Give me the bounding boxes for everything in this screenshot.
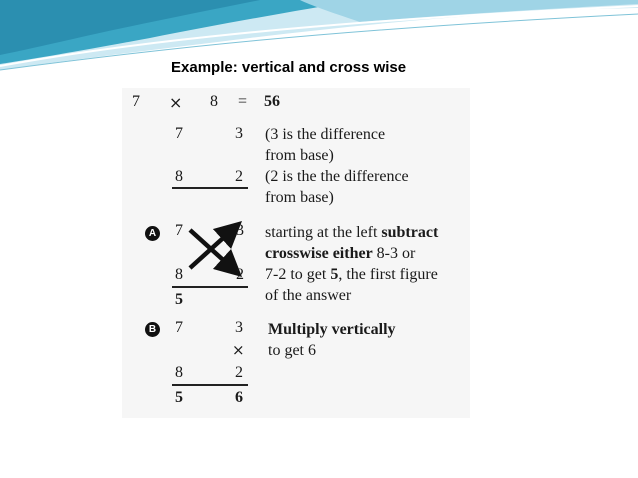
step-a-text-line-3: 7-2 to get 5, the first figure — [265, 266, 438, 283]
step-b-badge: B — [145, 322, 160, 337]
step-a-text-line-2: crosswise either 8-3 or — [265, 245, 416, 262]
step-a-text-line-4: of the answer — [265, 287, 352, 304]
step-b-bottom-left: 8 — [175, 364, 183, 381]
step-b-bottom-right: 2 — [235, 364, 243, 381]
slide-title: Example: vertical and cross wise — [171, 59, 407, 76]
step-b-underline — [172, 384, 248, 386]
step-a-text-line-1: starting at the left subtract — [265, 224, 439, 241]
setup-note-2-line-1: (2 is the the difference — [265, 168, 409, 185]
step-b-answer-left: 5 — [175, 389, 183, 406]
step-a-top-right: 3 — [236, 222, 244, 239]
step-a-badge: A — [145, 226, 160, 241]
step-a-bottom-left: 8 — [175, 266, 183, 283]
step-b-times-sign: × — [232, 341, 245, 359]
step-a-underline — [172, 286, 248, 288]
equation-result: 56 — [264, 93, 280, 110]
step-b-top-left: 7 — [175, 319, 183, 336]
equation-equals-sign: = — [238, 93, 248, 110]
setup-top-right: 3 — [235, 125, 243, 142]
step-b-answer-right: 6 — [235, 389, 243, 406]
step-b-text-line-2: to get 6 — [268, 342, 316, 359]
step-a-answer: 5 — [175, 291, 183, 308]
equation-multiplicand: 7 — [132, 93, 140, 110]
setup-top-left: 7 — [175, 125, 183, 142]
step-b-text-line-1: Multiply vertically — [268, 321, 396, 338]
setup-bottom-right: 2 — [235, 168, 243, 185]
equation-multiplier: 8 — [210, 93, 218, 110]
step-b-top-right: 3 — [235, 319, 243, 336]
equation-times-sign: × — [169, 93, 183, 112]
setup-note-2-line-2: from base) — [265, 189, 334, 206]
step-a-top-left: 7 — [175, 222, 183, 239]
setup-underline — [172, 187, 248, 189]
setup-bottom-left: 8 — [175, 168, 183, 185]
setup-note-1-line-1: (3 is the difference — [265, 126, 386, 143]
step-a-bottom-right: 2 — [236, 266, 244, 283]
setup-note-1-line-2: from base) — [265, 147, 334, 164]
